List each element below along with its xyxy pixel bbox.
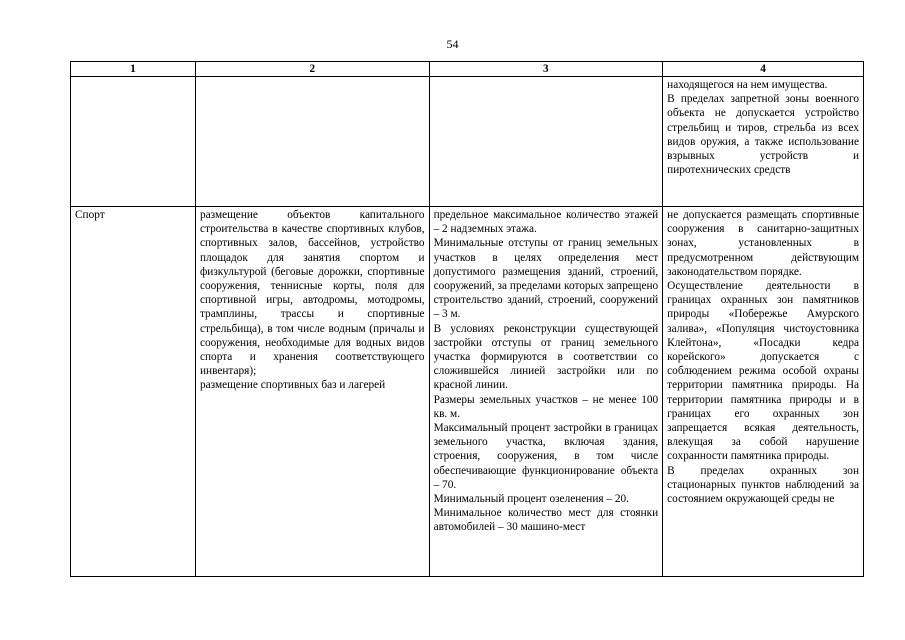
restriction-paragraph: В пределах запретной зоны военного объекта не допускается устройство стрельбищ и тиров, стрельба из всех видов оружия, а также использование взрывных устройств и пиротехнических средств	[667, 93, 859, 177]
restriction-paragraph: не допускается размещать спортивные сооружения в санитарно-защитных зонах, установленных в предусмотренном действующим законодательством порядке.	[667, 209, 859, 278]
parameter-paragraph: Размеры земельных участков – не менее 100 кв. м.	[433, 393, 659, 420]
permitted-use-paragraph: размещение спортивных баз и лагерей	[199, 379, 386, 392]
restriction-paragraph: Осуществление деятельности в границах охранных зон памятников природы «Побережье Амурского залива», «Популяция чистоустовника Клейтона», «Посадки кедра корейского» допускается с соблюдением режима особой охраны территории памятника природы. На территории памятника природы и в границах его охранных зон запрещается всякая деятельность, влекущая за собой нарушение сохранности памятника природы.	[667, 280, 859, 463]
parameter-paragraph: Минимальное количество мест для стоянки автомобилей – 30 машино-мест	[433, 507, 659, 534]
table-row-sport	[71, 207, 864, 577]
restriction-paragraph: находящегося на нем имущества.	[667, 79, 828, 91]
column-header-4: 4	[663, 62, 864, 77]
parameter-paragraph: предельное максимальное количество этажей – 2 надземных этажа.	[433, 209, 659, 236]
parameter-paragraph: В условиях реконструкции существующей застройки отступы от границ земельного участка формируются в соответствии со сложившейся линией застройки или по красной линии.	[433, 322, 659, 392]
column-header-3: 3	[429, 62, 663, 77]
permitted-uses-cell	[195, 207, 429, 577]
continuation-cell-4	[663, 77, 864, 207]
permitted-use-paragraph: размещение объектов капитального строительства в качестве спортивных клубов, спортивных залов, бассейнов, устройство площадок для занятия спортом и физкультурой (беговые дорожки, спортивные сооружения, теннисные корты, поля для спортивной игры, автодромы, мотодромы, трамплины, трассы и спортивные стрельбища), в том числе водным (причалы и сооружения, необходимые для водных видов спорта и хранения соответствующего инвентаря);	[199, 209, 425, 378]
restriction-paragraph: В пределах охранных зон стационарных пунктов наблюдений за состоянием окружающей среды не	[667, 464, 859, 506]
column-header-1: 1	[71, 62, 196, 77]
continuation-cell-1	[71, 77, 196, 207]
zoning-table	[70, 61, 864, 577]
parameter-paragraph: Минимальный процент озеленения – 20.	[433, 493, 629, 506]
parameters-cell	[429, 207, 663, 577]
page-number: 54	[446, 37, 459, 51]
continuation-cell-2	[195, 77, 429, 207]
zone-name-cell: Спорт	[71, 207, 196, 577]
restrictions-cell	[663, 207, 864, 577]
column-header-2: 2	[195, 62, 429, 77]
parameter-paragraph: Минимальные отступы от границ земельных участков в целях определения мест допустимого размещения зданий, строений, сооружений, за пределами которых запрещено строительство зданий, строений, сооружений – 3 м.	[433, 237, 659, 321]
continuation-cell-3	[429, 77, 663, 207]
continuation-row	[71, 77, 864, 207]
parameter-paragraph: Максимальный процент застройки в границах земельного участка, включая здания, строения, сооружения, в том числе обеспечивающие функционирование объекта – 70.	[433, 422, 659, 491]
header-row	[71, 62, 864, 77]
